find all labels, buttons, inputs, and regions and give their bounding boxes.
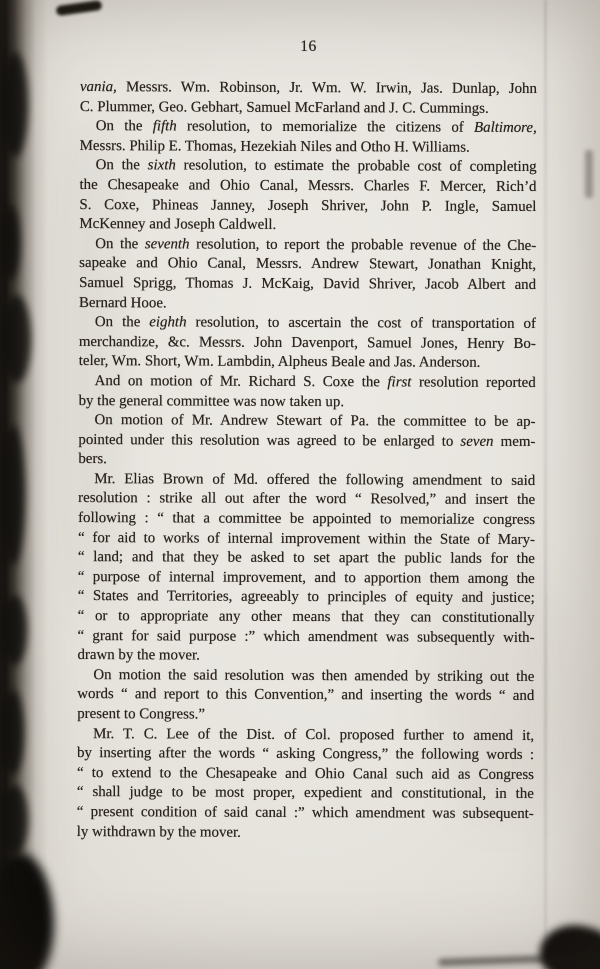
- text-run: resolution : strike all out after the word “ Resolved,” and insert the: [78, 490, 536, 509]
- italic-run: seventh: [144, 236, 190, 253]
- text-line: [78, 529, 535, 551]
- text-line: [78, 607, 535, 629]
- text-line: [80, 137, 537, 159]
- text-run: “ to extend to the Chesapeake and Ohio Canal such aid as Congress: [76, 764, 534, 783]
- paragraph: [79, 372, 536, 413]
- ink-blob: [0, 205, 20, 280]
- text-run: “ purpose of internal improvement, and to apportion them among the: [77, 568, 535, 587]
- paragraph: [77, 725, 535, 845]
- text-run: Mr. Elias Brown of Md. offered the following amendment to said: [94, 470, 536, 489]
- text-run: resolution, to estimate the probable cost of completing: [175, 157, 537, 176]
- text-line: [77, 783, 534, 805]
- text-run: S. Coxe, Phineas Janney, Joseph Shriver, John P. Ingle, Samuel: [79, 196, 537, 215]
- text-run: present to Congress.”: [77, 705, 206, 723]
- text-line: [79, 294, 536, 316]
- text-line: [77, 705, 534, 727]
- italic-run: seven: [460, 433, 494, 450]
- text-run: by inserting after the words “ asking Congress,” the following words :: [77, 745, 535, 764]
- text-run: McKenney and Joseph Caldwell.: [79, 216, 277, 234]
- text-line: [78, 470, 535, 492]
- text-line: [79, 254, 536, 276]
- text-line: [79, 196, 536, 218]
- italic-run: first: [387, 374, 412, 391]
- text-run: teler, Wm. Short, Wm. Lambdin, Alpheus Beale and Jas. Anderson.: [78, 353, 481, 372]
- text-line: [77, 803, 534, 825]
- text-line: [78, 509, 535, 531]
- text-line: [79, 372, 536, 394]
- text-run: “ States and Territories, agreeably to principles of equity and justice;: [77, 588, 535, 607]
- text-run: merchandize, &c. Messrs. John Davenport, Samuel Jones, Henry Bo-: [78, 333, 536, 352]
- text-line: [78, 587, 535, 609]
- text-run: words “ and report to this Convention,” and inserting the words “ and: [77, 686, 535, 705]
- text-run: On motion the said resolution was then amended by striking out the: [93, 666, 535, 685]
- text-run: mem-: [493, 433, 536, 450]
- text-line: [77, 744, 534, 766]
- ink-blob: [1, 595, 27, 665]
- text-run: bers.: [78, 451, 107, 468]
- text-line: [77, 666, 534, 688]
- text-run: resolution, to report the probable revenue of the Che-: [189, 236, 537, 254]
- text-block: [77, 78, 537, 844]
- italic-run: fifth: [152, 118, 177, 135]
- text-run: “ land; and that they be asked to set apart the public lands for the: [77, 549, 535, 568]
- text-line: [77, 823, 534, 845]
- text-line: [79, 176, 536, 198]
- text-run: “ grant for said purpose :” which amendment was subsequently with-: [77, 627, 535, 646]
- text-line: [78, 489, 535, 511]
- text-line: [80, 78, 537, 100]
- text-run: On the: [94, 314, 150, 331]
- ink-blob: [0, 425, 25, 565]
- text-run: ly withdrawn by the mover.: [76, 823, 241, 841]
- italic-run: vania,: [79, 78, 117, 96]
- paragraph: [77, 470, 535, 668]
- text-line: [79, 313, 536, 335]
- text-run: Samuel Sprigg, Thomas J. McKaig, David Shriver, Jacob Albert and: [79, 274, 537, 293]
- italic-run: Baltimore,: [474, 119, 537, 137]
- text-line: [77, 725, 534, 747]
- text-line: [78, 411, 535, 433]
- text-run: C. Plummer, Geo. Gebhart, Samuel McFarland and J. C. Cummings.: [79, 98, 489, 117]
- text-run: resolution reported: [411, 374, 536, 391]
- text-run: sapeake and Ohio Canal, Messrs. Andrew Stewart, Jonathan Knight,: [79, 255, 537, 274]
- text-line: [80, 156, 537, 178]
- paragraph: [77, 666, 534, 727]
- paragraph: [80, 78, 537, 119]
- text-line: [79, 235, 536, 257]
- text-line: [77, 685, 534, 707]
- paragraph: [79, 235, 536, 315]
- text-run: the Chesapeake and Ohio Canal, Messrs. Charles F. Mercer, Rich’d: [79, 176, 537, 195]
- text-run: Mr. T. C. Lee of the Dist. of Col. proposed further to amend it,: [93, 725, 535, 744]
- ink-blob: [1, 295, 31, 383]
- italic-run: eighth: [149, 314, 187, 331]
- paragraph: [80, 117, 537, 158]
- text-run: “ for aid to works of internal improvement within the State of Mary-: [77, 529, 536, 548]
- text-run: pointed under this resolution was agreed to be enlarged to: [78, 431, 461, 450]
- text-run: “ or to appropriate any other means that they can constitutionally: [77, 608, 535, 627]
- fold-crease: [544, 0, 547, 969]
- text-run: “ present condition of said canal :” which amendment was subsequent-: [76, 803, 534, 822]
- right-edge-mark: [585, 150, 593, 198]
- text-line: [79, 215, 536, 237]
- text-run: Messrs. Philip E. Thomas, Hezekiah Niles and Otho H. Williams.: [79, 137, 470, 156]
- paragraph: [79, 156, 536, 236]
- text-line: [80, 117, 537, 139]
- text-line: [78, 627, 535, 649]
- text-run: On motion of Mr. Andrew Stewart of Pa. the committee to be ap-: [94, 412, 536, 431]
- ink-blob: [1, 52, 28, 157]
- ink-blob: [0, 785, 28, 855]
- text-run: And on motion of Mr. Richard S. Coxe the: [94, 372, 388, 391]
- text-run: On the: [95, 118, 153, 135]
- text-line: [79, 274, 536, 296]
- paragraph: [79, 313, 536, 374]
- text-line: [79, 333, 536, 355]
- text-line: [78, 548, 535, 570]
- text-line: [77, 646, 534, 668]
- text-run: by the general committee was now taken up.: [78, 392, 345, 410]
- ink-blob: [0, 690, 24, 775]
- text-run: On the: [95, 157, 148, 174]
- text-line: [79, 391, 536, 413]
- page-number: 16: [300, 38, 317, 55]
- text-run: resolution, to memorialize the citizens of: [176, 118, 475, 136]
- text-line: [78, 450, 535, 472]
- text-line: [77, 764, 534, 786]
- text-run: drawn by the mover.: [77, 647, 200, 664]
- text-line: [80, 98, 537, 120]
- text-line: [78, 431, 535, 453]
- paragraph: [78, 411, 535, 472]
- text-run: “ shall judge to be most proper, expedient and constitutional, in the: [76, 784, 534, 803]
- text-run: resolution, to ascertain the cost of transportation of: [186, 314, 536, 333]
- text-run: following : “ that a committee be appointed to memorialize congress: [78, 510, 536, 529]
- italic-run: sixth: [147, 157, 176, 174]
- text-run: On the: [95, 235, 145, 253]
- text-run: Messrs. Wm. Robinson, Jr. Wm. W. Irwin, Jas. Dunlap, John: [116, 79, 537, 97]
- text-line: [78, 568, 535, 590]
- text-line: [79, 352, 536, 374]
- top-left-mark: [56, 0, 103, 16]
- text-run: Bernard Hooe.: [78, 294, 167, 311]
